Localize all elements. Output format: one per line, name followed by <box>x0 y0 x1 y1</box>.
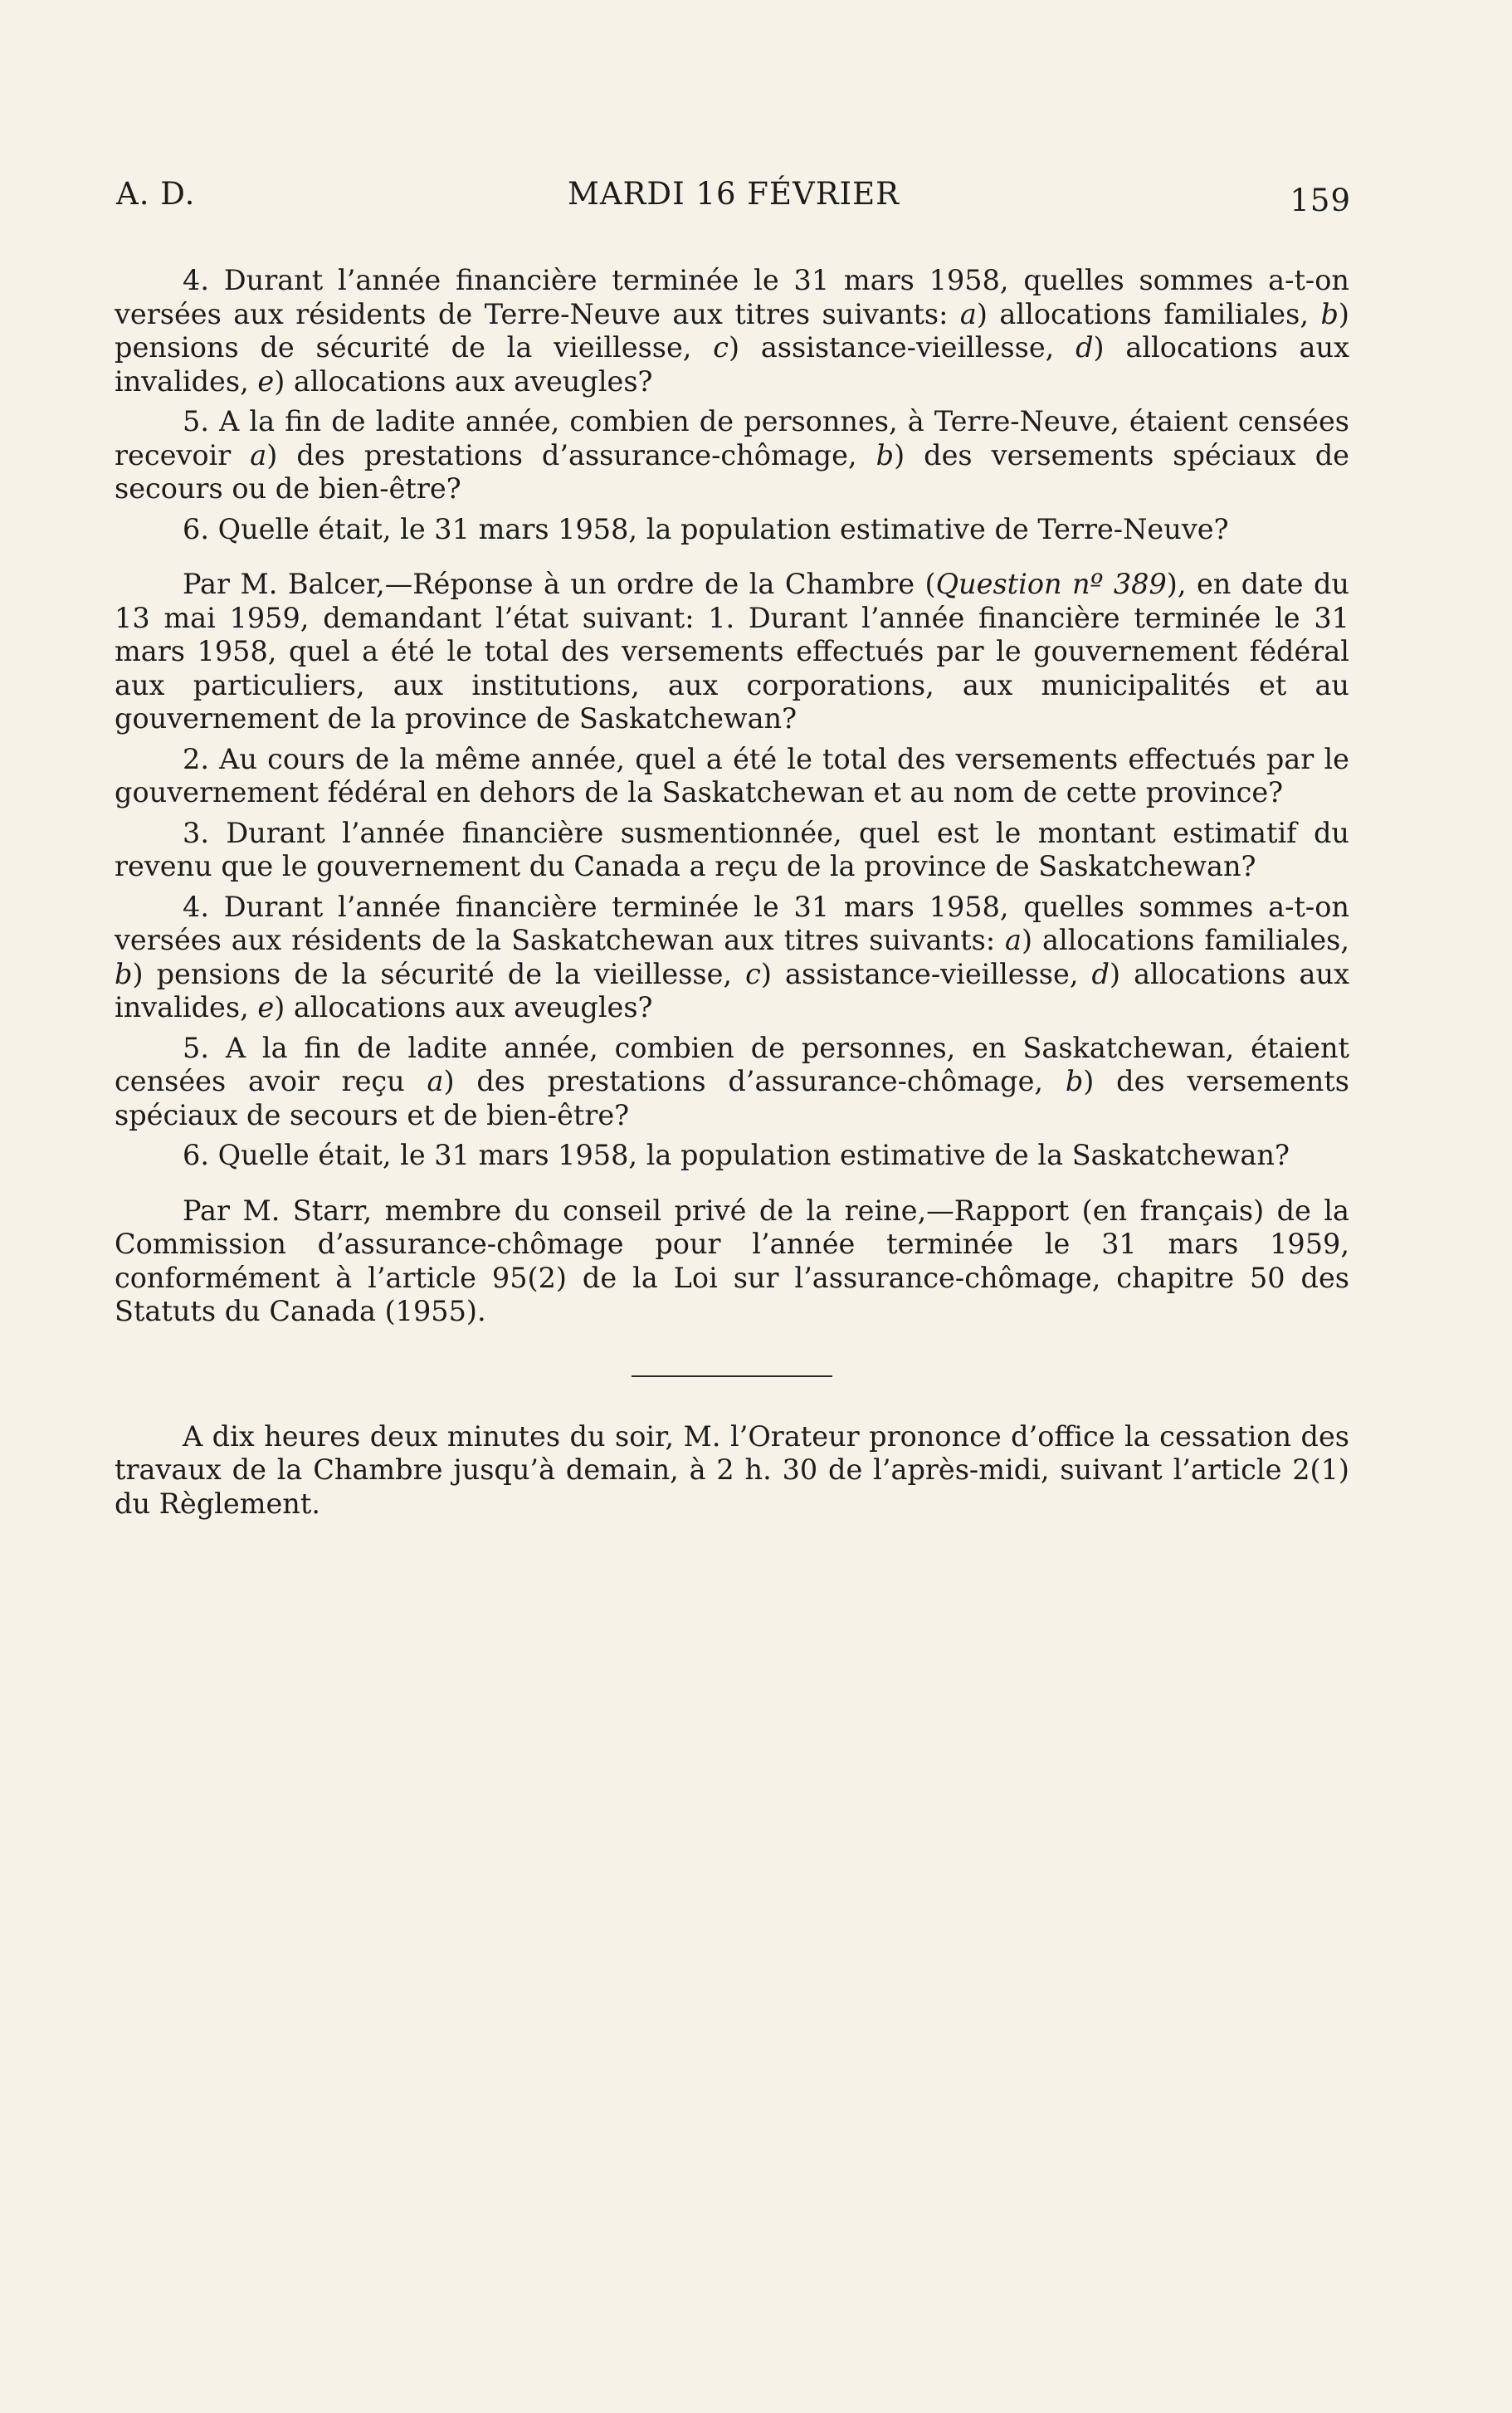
item-letter: a <box>1005 924 1022 956</box>
item-letter: a <box>427 1065 444 1097</box>
item-letter: d <box>1091 957 1110 990</box>
text-run: ) allocations familiales, <box>976 297 1321 330</box>
paragraph-question-4-saskatchewan <box>115 891 1349 1025</box>
item-letter: b <box>1065 1065 1084 1097</box>
header-left: A. D. <box>116 176 196 212</box>
item-letter: b <box>1320 297 1339 330</box>
body-text <box>115 264 1349 1521</box>
text-run: ) assistance-vieillesse, <box>760 957 1092 990</box>
item-letter: c <box>713 331 729 364</box>
text-run: ) des prestations d’assurance-chômage, <box>266 438 876 471</box>
paragraph-question-4-newfoundland <box>115 264 1349 398</box>
page-number: 159 <box>1290 183 1351 218</box>
text-run: Par M. Balcer,—Réponse à un ordre de la Chambre ( <box>183 568 936 600</box>
item-letter: d <box>1075 331 1094 364</box>
text-run: 4. Durant l’année financière terminée le 31 mars 1958, quelles sommes a-t-on versées aux résidents de la Saskatchewan aux titres suivants: <box>115 890 1349 956</box>
paragraph-question-5-newfoundland <box>115 405 1349 506</box>
text-run: ) allocations familiales, <box>1022 924 1350 956</box>
text-run: ) des versements spéciaux de secours et de bien-être? <box>115 1065 1349 1131</box>
item-letter: a <box>250 438 267 471</box>
item-letter: b <box>875 438 895 471</box>
paragraph-question-3-saskatchewan: 3. Durant l’année financière susmentionnée, quel est le montant estimatif du revenu que le gouvernement du Canada a reçu de la province de Saskatchewan? <box>115 816 1349 882</box>
text-run: ) allocations aux invalides, <box>115 957 1349 1023</box>
text-run: ) assistance-vieillesse, <box>728 331 1076 364</box>
text-run: 5. A la fin de ladite année, combien de personnes, à Terre-Neuve, étaient censées recevoir <box>115 405 1349 471</box>
paragraph-starr-report: Par M. Starr, membre du conseil privé de la reine,—Rapport (en français) de la Commission d’assurance-chômage pour l’année terminée le 31 mars 1959, conformément à l’article 95(2) de la Loi sur l’assurance-chômage, chapitre 50 des Statuts du Canada (1955). <box>115 1194 1349 1327</box>
text-run: ), en date du 13 mai 1959, demandant l’état suivant: 1. Durant l’année financière terminée le 31 mars 1958, quel a été le total des versements effectués par le gouvernement fédéral aux particuliers, aux institutions, aux corporations, aux municipalités et au gouvernement de la province de Saskatchewan? <box>115 568 1349 735</box>
paragraph-question-6-saskatchewan: 6. Quelle était, le 31 mars 1958, la population estimative de la Saskatchewan? <box>183 1139 1290 1171</box>
running-header <box>116 176 1351 226</box>
text-run: ) des prestations d’assurance-chômage, <box>443 1065 1066 1097</box>
text-run: 4. Durant l’année financière terminée le 31 mars 1958, quelles sommes a-t-on versées aux résidents de Terre-Neuve aux titres suivants: <box>115 264 1349 330</box>
paragraph-question-5-saskatchewan <box>115 1032 1349 1133</box>
paragraph-adjournment: A dix heures deux minutes du soir, M. l’Orateur prononce d’office la cessation des travaux de la Chambre jusqu’à demain, à 2 h. 30 de l’après-midi, suivant l’article 2(1) du Règlement. <box>115 1419 1349 1520</box>
text-run: ) pensions de la sécurité de la vieillesse, <box>132 957 746 990</box>
paragraph-balcer-order <box>115 568 1349 736</box>
item-letter: c <box>745 957 761 990</box>
question-number: Question nº 389 <box>935 568 1167 600</box>
paragraph-question-6-newfoundland: 6. Quelle était, le 31 mars 1958, la population estimative de Terre-Neuve? <box>183 512 1229 545</box>
item-letter: b <box>115 957 133 990</box>
text-run: ) des versements spéciaux de secours ou de bien-être? <box>115 438 1349 505</box>
text-run: ) allocations aux invalides, <box>115 331 1350 398</box>
item-letter: a <box>959 297 977 330</box>
item-letter: e <box>257 364 275 398</box>
item-letter: e <box>257 991 275 1023</box>
section-divider <box>632 1375 832 1377</box>
header-title: MARDI 16 FÉVRIER <box>567 176 900 212</box>
text-run: ) allocations aux aveugles? <box>274 991 653 1023</box>
paragraph-question-2-saskatchewan: 2. Au cours de la même année, quel a été le total des versements effectués par le gouvernement fédéral en dehors de la Saskatchewan et au nom de cette province? <box>115 742 1349 808</box>
text-run: ) pensions de sécurité de la vieillesse, <box>115 297 1349 364</box>
text-run: ) allocations aux aveugles? <box>274 364 653 398</box>
text-run: 5. A la fin de ladite année, combien de personnes, en Saskatchewan, étaient censées avoir reçu <box>115 1031 1349 1097</box>
